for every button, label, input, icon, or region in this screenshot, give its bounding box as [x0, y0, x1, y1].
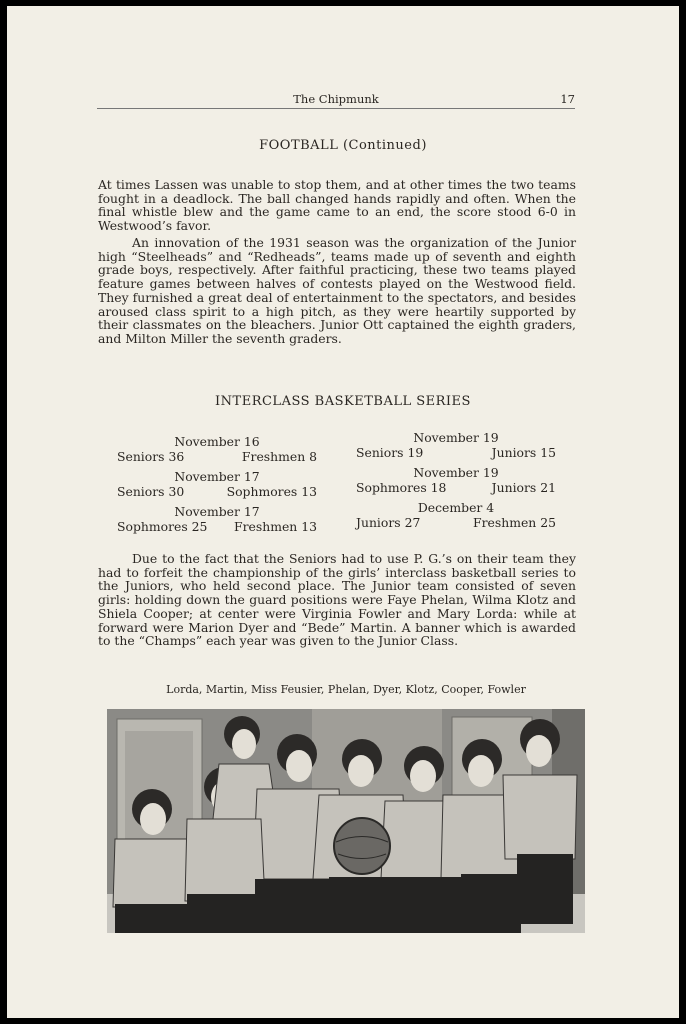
game-result — [117, 434, 317, 464]
page — [7, 6, 679, 1018]
game-team2: Freshmen 13 — [234, 519, 317, 534]
game-date: November 19 — [413, 430, 499, 445]
game-team1: Sophmores 25 — [117, 519, 208, 534]
game-result — [356, 500, 556, 530]
game-date: November 17 — [174, 504, 260, 519]
page-number: 17 — [560, 92, 575, 106]
game-team2: Sophmores 13 — [226, 484, 317, 499]
game-result — [356, 430, 556, 460]
game-team1: Juniors 27 — [356, 515, 421, 530]
game-team1: Seniors 30 — [117, 484, 185, 499]
game-date: November 17 — [174, 469, 260, 484]
game-team1: Seniors 19 — [356, 445, 424, 460]
game-date: December 4 — [417, 500, 495, 515]
game-result — [117, 504, 317, 534]
basketball-paragraph: Due to the fact that the Seniors had to use P. G.’s on their team they had to forfeit the championship of the girls’ interclass basketball series to the Juniors, who held second place. The Junior team consisted of seven girls: holding down the guard positions were Faye Phelan, Wilma Klotz and Shiela Cooper; at center were Virginia Fowler and Mary Lorda: while at forward were Marion Dyer and “Bede” Martin. A banner which is awarded to the “Champs” each year was given to the Junior Class. — [98, 551, 576, 649]
football-paragraph-1: At times Lassen was unable to stop them, and at other times the two teams fought in a deadlock. The ball changed hands rapidly and often. When the final whistle blew and the game came to an end, the score stood 6-0 in Westwood’s favor. — [98, 177, 576, 234]
game-date: November 19 — [413, 465, 499, 480]
game-result — [117, 469, 317, 499]
game-team2: Juniors 21 — [491, 480, 556, 495]
basketball-heading: INTERCLASS BASKETBALL SERIES — [215, 394, 471, 409]
publication-title: The Chipmunk — [293, 92, 379, 106]
game-team2: Freshmen 8 — [241, 449, 317, 464]
football-heading: FOOTBALL (Continued) — [259, 138, 427, 153]
game-date: November 16 — [174, 434, 260, 449]
game-team2: Freshmen 25 — [473, 515, 556, 530]
game-team2: Juniors 15 — [491, 445, 556, 460]
photo-caption: Lorda, Martin, Miss Feusier, Phelan, Dyer, Klotz, Cooper, Fowler — [166, 683, 526, 696]
team-photo — [107, 709, 585, 933]
game-team1: Sophmores 18 — [356, 480, 447, 495]
football-paragraph-2: An innovation of the 1931 season was the organization of the Junior high “Steelheads” and “Redheads”, teams made up of seventh and eighth grade boys, respectively. After faithful practicing, these two teams played feature games between halves of contests played on the Westwood field. They furnished a great deal of entertainment to the spectators, and besides aroused class spirit to a high pitch, as they were heartily supported by their classmates on the bleachers. Junior Ott captained the eighth graders, and Milton Miller the seventh graders. — [98, 235, 576, 346]
running-head — [97, 90, 575, 109]
game-result — [356, 465, 556, 495]
game-team1: Seniors 36 — [117, 449, 185, 464]
